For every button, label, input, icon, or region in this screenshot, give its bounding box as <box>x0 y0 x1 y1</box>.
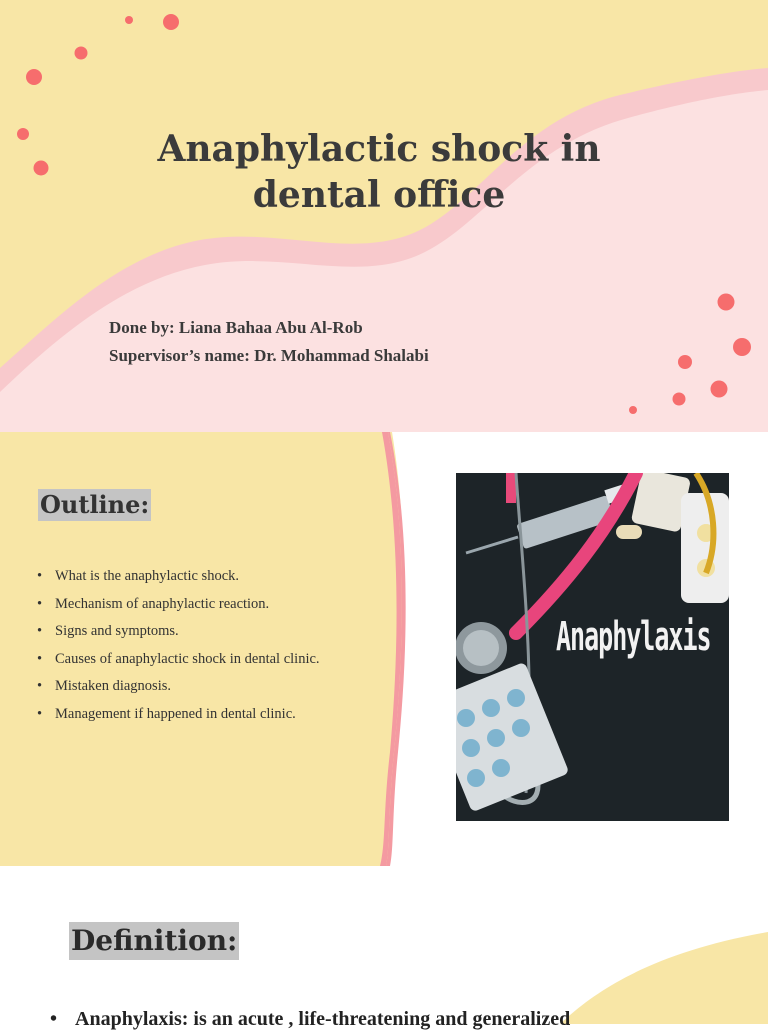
outline-item-text: Signs and symptoms. <box>55 623 179 639</box>
outline-item <box>37 650 347 668</box>
photo-caption-anaphylaxis: Anaphylaxis <box>556 613 711 660</box>
definition-text <box>50 1008 570 1031</box>
outline-list <box>37 567 347 732</box>
outline-item-text: Mistaken diagnosis. <box>55 678 171 694</box>
title-line-2: dental office <box>252 174 506 216</box>
outline-item <box>37 677 347 695</box>
outline-heading: Outline: <box>40 490 150 519</box>
definition-first-line: Anaphylaxis: is an acute , life-threatening and generalized <box>75 1008 571 1030</box>
outline-item <box>37 595 347 613</box>
definition-heading: Definition: <box>69 922 239 960</box>
bullet-icon: • <box>50 1008 58 1030</box>
anaphylaxis-photo <box>456 473 729 821</box>
outline-item <box>37 567 347 585</box>
outline-item <box>37 622 347 640</box>
outline-item <box>37 705 347 723</box>
presentation-title <box>84 126 674 218</box>
outline-item-text: What is the anaphylactic shock. <box>55 568 240 584</box>
title-line-1: Anaphylactic shock in <box>157 128 601 170</box>
title-slide <box>0 0 768 432</box>
bullet-icon: • <box>37 568 43 584</box>
bullet-icon: • <box>37 705 43 722</box>
outline-item-text: Mechanism of anaphylactic reaction. <box>55 595 270 612</box>
author-line: Done by: Liana Bahaa Abu Al-Rob <box>109 318 363 337</box>
cream-corner-shape <box>560 932 768 1024</box>
supervisor-line: Supervisor’s name: Dr. Mohammad Shalabi <box>109 346 429 365</box>
bullet-icon: • <box>37 678 43 694</box>
bullet-icon: • <box>37 623 43 639</box>
outline-item-text: Management if happened in dental clinic. <box>55 705 296 722</box>
bullet-icon: • <box>37 595 43 612</box>
outline-item-text: Causes of anaphylactic shock in dental clinic. <box>55 650 320 667</box>
bullet-icon: • <box>37 650 43 667</box>
